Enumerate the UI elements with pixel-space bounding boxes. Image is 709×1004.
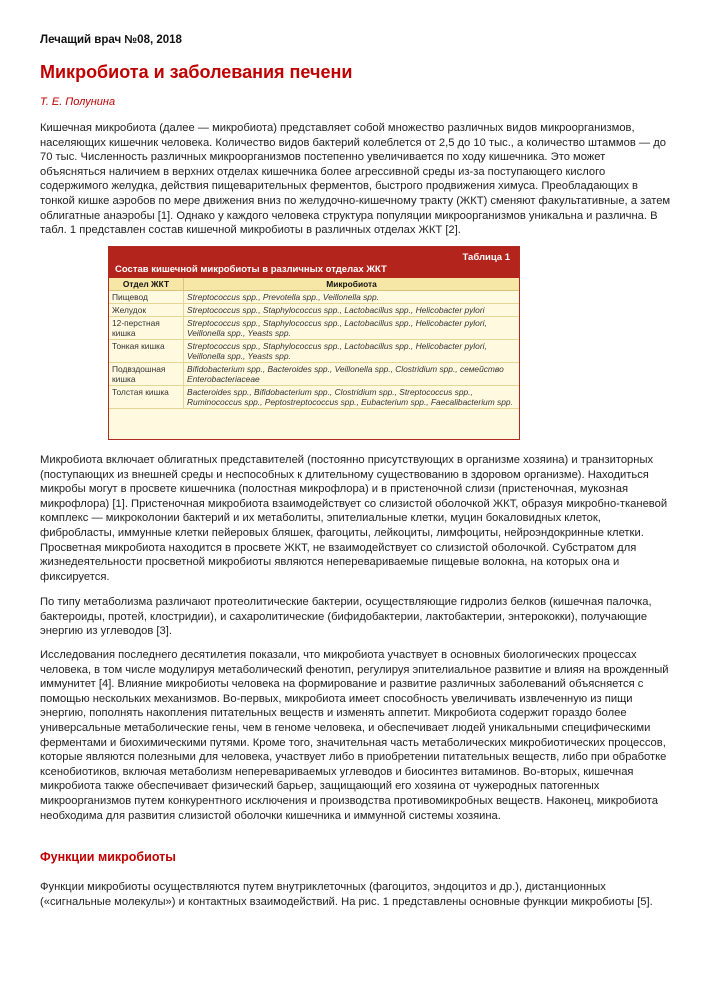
- cell-microbiota: Bacteroides spp., Bifidobacterium spp., Clostridium spp., Streptococcus spp., Ruminococcus spp., Peptostreptococcus spp., Eubacterium spp., Faecalibacterium spp.: [184, 386, 520, 409]
- cell-microbiota: Streptococcus spp., Staphylococcus spp., Lactobacillus spp., Helicobacter pylori, Veillonella spp., Yeasts spp.: [184, 340, 520, 363]
- cell-microbiota: Streptococcus spp., Prevotella spp., Veillonella spp.: [184, 291, 520, 304]
- article-author: Т. Е. Полунина: [40, 96, 116, 108]
- cell-section: Толстая кишка: [109, 386, 184, 409]
- section-heading: Функции микробиоты: [40, 850, 176, 864]
- table-column-headers: [109, 278, 519, 291]
- paragraph-metabolism: По типу метаболизма различают протеолитические бактерии, осуществляющие гидролиз белков (кишечная палочка, бактероиды, протей, клостридии), и сахаролитические (бифидобактерии, лактобактерии, энтерококки), получающие энергию из углеводов [3].: [40, 596, 652, 638]
- column-header-section: Отдел ЖКТ: [109, 278, 184, 291]
- cell-section: Желудок: [109, 304, 184, 317]
- paragraph-intro: Кишечная микробиота (далее — микробиота) представляет собой множество различных видов микроорганизмов, населяющих кишечник человека. Количество видов бактерий колеблется от 2,5 до 10 тыс., а количество штаммов — до 70 тыс. Численность различных микроорганизмов постепенно увеличивается по ходу кишечника. Это может объясняться наличием в верхних отделах кишечника более агрессивной среды из-за поступающего кислого содержимого желудка, действия пищеварительных ферментов, быстрого продвижения химуса. Преобладающих в тонкой кишке аэробов по мере движения вниз по желудочно-кишечному тракту (ЖКТ) сменяют факультативные, а затем облигатные анаэробы [1]. Однако у каждого человека структура популяции микроорганизмов уникальна и различна. В табл. 1 представлен состав кишечной микробиоты в различных отделах ЖКТ [2].: [40, 122, 671, 237]
- paragraph-research: Исследования последнего десятилетия показали, что микробиота участвует в основных биологических процессах человека, в том числе модулируя метаболический фенотип, регулируя эпителиальное развитие и влияя на врожденный иммунитет [4]. Влияние микробиоты человека на формирование и развитие различных заболеваний объясняется с помощью нескольких механизмов. Во-первых, микробиота имеет способность увеличивать извлеченную из пищи энергию, пополнять накопления питательных веществ и изменять аппетит. Микробиота содержит гораздо более универсальные метаболические гены, чем в геноме человека, и обеспечивает людей уникальными специфическими ферментами и биохимическими путями. Кроме того, значительная часть метаболических микробиотических процессов, которые являются полезными для человека, участвует либо в приобретении питательных веществ, либо при обработке ксенобиотиков, включая метаболизм неперевариваемых углеводов и биосинтез витаминов. Во-вторых, кишечная микробиота также обеспечивает физический барьер, защищающий его хозяина от чужеродных патогенных микроорганизмов путем конкурентного исключения и производства противомикробных веществ. Наконец, микробиота необходима для развития слизистой оболочки кишечника и иммунной системы хозяина.: [40, 649, 669, 822]
- paragraph-microbiota-types: Микробиота включает облигатных представителей (постоянно присутствующих в организме хозяина) и транзиторных (поступающих из внешней среды и неспособных к длительному существованию в здоровом организме). Находиться микробы могут в просвете кишечника (полостная микрофлора) и в пристеночной слизи (пристеночная, мукозная микрофлора) [1]. Пристеночная микробиота взаимодействует со слизистой оболочкой ЖКТ, образуя микробно-тканевой комплекс — микроколонии бактерий и их метаболиты, эпителиальные клетки, муцин бокаловидных клеток, фибробласты, иммунные клетки пейеровых бляшек, фагоциты, лейкоциты, лимфоциты, нейроэндокринные клетки. Просветная микробиота находится в просвете ЖКТ, не взаимодействует со слизистой оболочкой. Субстратом для жизнедеятельности просветной микробиоты являются неперевариваемые пищевые волокна, на которых она и фиксируется.: [40, 454, 668, 583]
- cell-section: Подвздошная кишка: [109, 363, 184, 386]
- table-grid: [109, 278, 519, 409]
- cell-microbiota: Streptococcus spp., Staphylococcus spp., Lactobacillus spp., Helicobacter pylori: [184, 304, 520, 317]
- article-title: Микробиота и заболевания печени: [40, 62, 353, 82]
- journal-header: Лечащий врач №08, 2018: [40, 34, 182, 46]
- microbiota-table: [108, 246, 520, 440]
- table-row: [109, 304, 519, 317]
- cell-microbiota: Streptococcus spp., Staphylococcus spp., Lactobacillus spp., Helicobacter pylori, Veillonella spp., Yeasts spp.: [184, 317, 520, 340]
- paragraph-functions: Функции микробиоты осуществляются путем внутриклеточных (фагоцитоз, эндоцитоз и др.), дистанционных («сигнальные молекулы») и контактных взаимодействий. На рис. 1 представлены основные функции микробиоты [5].: [40, 881, 653, 908]
- table-row: [109, 340, 519, 363]
- cell-microbiota: Bifidobacterium spp., Bacteroides spp., Veillonella spp., Clostridium spp., семейство Enterobacteriaceae: [184, 363, 520, 386]
- column-header-microbiota: Микробиота: [184, 278, 520, 291]
- cell-section: 12-перстная кишка: [109, 317, 184, 340]
- table-title: Состав кишечной микробиоты в различных отделах ЖКТ: [115, 264, 387, 275]
- table-row: [109, 386, 519, 409]
- table-row: [109, 317, 519, 340]
- cell-section: Тонкая кишка: [109, 340, 184, 363]
- table-row: [109, 291, 519, 304]
- table-header-band: [109, 247, 519, 278]
- cell-section: Пищевод: [109, 291, 184, 304]
- table-row: [109, 363, 519, 386]
- table-number: Таблица 1: [462, 252, 510, 263]
